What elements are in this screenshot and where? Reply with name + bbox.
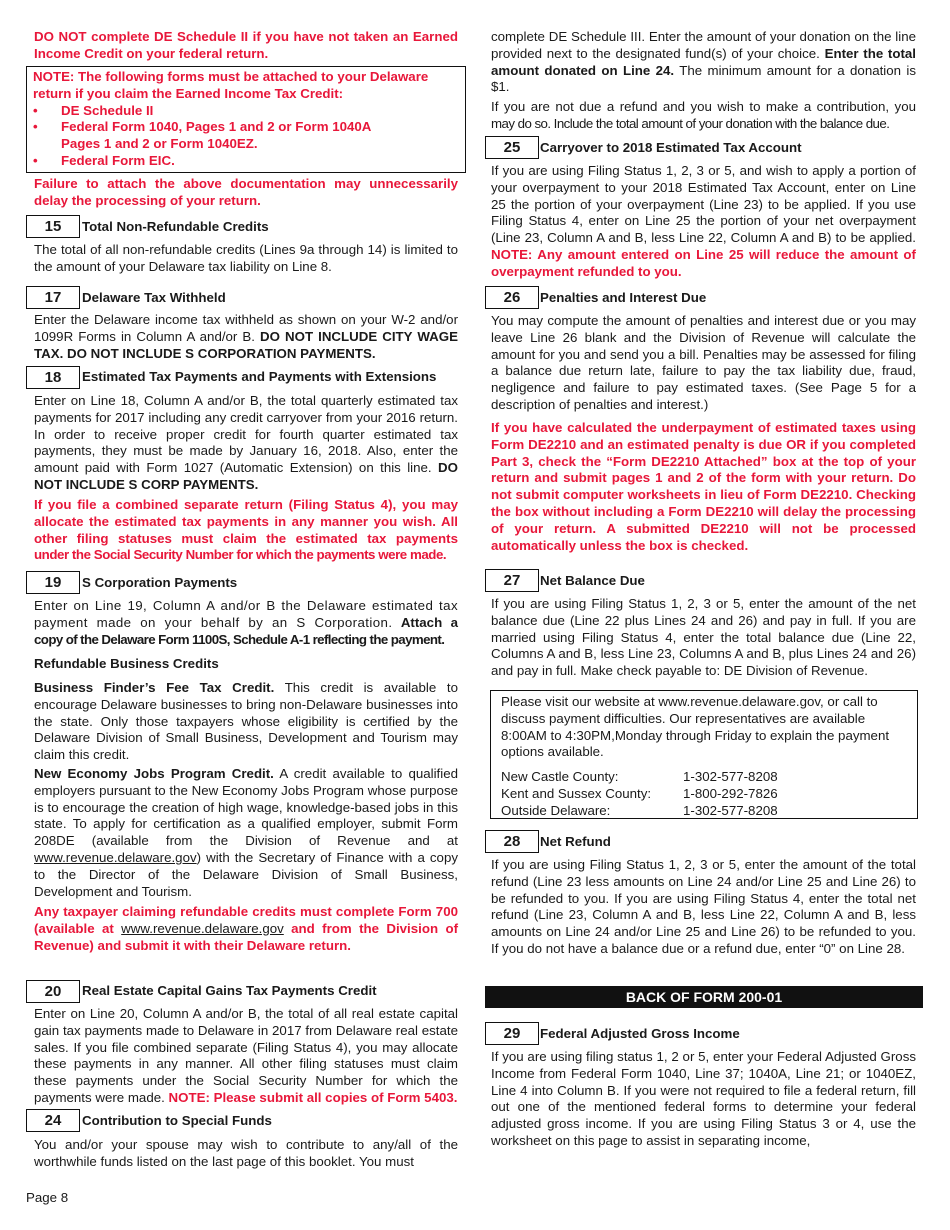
line-29-title: Federal Adjusted Gross Income bbox=[540, 1026, 740, 1041]
line-17-number: 17 bbox=[26, 286, 80, 309]
failure-warning: Failure to attach the above documentation may unnecessarily delay the processing of your return. bbox=[34, 176, 458, 208]
line-15-title: Total Non-Refundable Credits bbox=[82, 219, 269, 234]
line-20-body: Enter on Line 20, Column A and/or B, the total of all real estate capital gain tax payments made to Delaware in 2017 from Delaware real estate sales. If you file combined separate (Filing Status 4), you may allocate these payments in any manner. All other filing statuses must claim these payments under the Social Security Number for which the payments were made. NOTE: Please submit all copies of Form 5403. bbox=[34, 1006, 458, 1105]
contact-row: Kent and Sussex County: 1-800-292-7826 bbox=[501, 785, 778, 801]
line-18-red-note: If you file a combined separate return (Filing Status 4), you may allocate the estimated tax payments in any manner you wish. All other filing statuses must claim the estimated tax payments under the Social Security Number for which the payments were made. bbox=[34, 497, 458, 563]
line-24-continued: complete DE Schedule III. Enter the amount of your donation on the line provided next to the designated fund(s) of your choice. Enter the total amount donated on Line 24. The minimum amount for a donation is $1. bbox=[491, 29, 916, 95]
business-finders-fee-credit: Business Finder’s Fee Tax Credit. This credit is available to encourage Delaware businesses to bring non-Delaware businesses into the state. Only those taxpayers whose eligibility is certified by the Delaware Division of Small Business, Development and Tourism may claim this credit. bbox=[34, 680, 458, 763]
line-28-number: 28 bbox=[485, 830, 539, 853]
line-20-number: 20 bbox=[26, 980, 80, 1003]
eitc-note-box bbox=[26, 66, 466, 173]
line-25-title: Carryover to 2018 Estimated Tax Account bbox=[540, 140, 802, 155]
line-17-body: Enter the Delaware income tax withheld as shown on your W-2 and/or 1099R Forms in Column A and/or B. DO NOT INCLUDE CITY WAGE TAX. DO NOT INCLUDE S CORPORATION PAYMENTS. bbox=[34, 312, 458, 361]
line-26-title: Penalties and Interest Due bbox=[540, 290, 707, 305]
eitc-bullet-2: • Federal Form 1040, Pages 1 and 2 or Form 1040A Pages 1 and 2 or Form 1040EZ. bbox=[33, 119, 371, 152]
line-20-title: Real Estate Capital Gains Tax Payments Credit bbox=[82, 983, 377, 998]
line-27-number: 27 bbox=[485, 569, 539, 592]
line-24-title: Contribution to Special Funds bbox=[82, 1113, 272, 1128]
line-26-de2210-note: If you have calculated the underpayment of estimated taxes using Form DE2210 and an estimated penalty is due OR if you completed Part 3, check the “Form DE2210 Attached” box at the top of your return and submit pages 1 and 2 of the form with your return. Do not submit computer worksheets in lieu of Form DE2210. Checking the box without including a Form DE2210 will delay the processing of your return. A submitted DE2210 will not be processed automatically unless the box is checked. bbox=[491, 420, 916, 553]
back-of-form-banner: BACK OF FORM 200-01 bbox=[485, 986, 923, 1008]
line-19-body: Enter on Line 19, Column A and/or B the Delaware estimated tax payment made on your behalf by an S Corporation. Attach a copy of the Delaware Form 1100S, Schedule A-1 reflecting the payment. bbox=[34, 598, 458, 647]
line-24-number: 24 bbox=[26, 1109, 80, 1132]
line-24-body: You and/or your spouse may wish to contribute to any/all of the worthwhile funds listed on the last page of this booklet. You must bbox=[34, 1137, 458, 1169]
refundable-credits-note: Any taxpayer claiming refundable credits must complete Form 700 (available at www.revenue.delaware.gov and from the Division of Revenue) and submit it with their Delaware return. bbox=[34, 904, 458, 953]
line-19-title: S Corporation Payments bbox=[82, 575, 238, 590]
line-26-number: 26 bbox=[485, 286, 539, 309]
payment-contact-box bbox=[490, 690, 918, 819]
revenue-website-link[interactable]: www.revenue.delaware.gov bbox=[34, 849, 197, 865]
new-economy-jobs-credit: New Economy Jobs Program Credit. A credit available to qualified employers pursuant to the New Economy Jobs Program whose purpose is to encourage the creation of high wage, knowledge-based jobs in this state. To apply for certification as a qualified employer, submit Form 208DE (available from the Division of Revenue and at www.revenue.delaware.gov) with the Secretary of Finance with a copy to the Director of the Delaware Division of Small Business, Development and Tourism. bbox=[34, 766, 458, 899]
line-28-title: Net Refund bbox=[540, 834, 611, 849]
contact-row: Outside Delaware: 1-302-577-8208 bbox=[501, 802, 778, 818]
line-18-body: Enter on Line 18, Column A and/or B, the total quarterly estimated tax payments for 2017 including any credit carryover from your 2016 return. In order to receive proper credit for fourth quarter estimated tax payments, they must be made by January 16, 2018. Also, enter the amount paid with Form 1027 (Automatic Extension) on this line. DO NOT INCLUDE S CORP PAYMENTS. bbox=[34, 393, 458, 492]
eitc-bullet-3: • Federal Form EIC. bbox=[33, 152, 175, 168]
line-25-number: 25 bbox=[485, 136, 539, 159]
eitc-bullet-1: • DE Schedule II bbox=[33, 102, 154, 118]
line-24-contribution-note: If you are not due a refund and you wish to make a contribution, you may do so. Include the total amount of your donation with the balance due. bbox=[491, 99, 916, 131]
contact-text: Please visit our website at www.revenue.delaware.gov, or call to discuss payment difficulties. Our representatives are available 8:00AM to 4:30PM,Monday through Friday to explain the payment options available. bbox=[501, 694, 890, 760]
schedule-ii-warning: DO NOT complete DE Schedule II if you have not taken an Earned Income Credit on your federal return. bbox=[34, 29, 458, 61]
line-19-number: 19 bbox=[26, 571, 80, 594]
line-18-title: Estimated Tax Payments and Payments with Extensions bbox=[82, 369, 437, 384]
eitc-note-heading: NOTE: The following forms must be attached to your Delaware return if you claim the Earned Income Tax Credit: bbox=[33, 69, 429, 101]
line-29-number: 29 bbox=[485, 1022, 539, 1045]
line-27-title: Net Balance Due bbox=[540, 573, 645, 588]
line-15-number: 15 bbox=[26, 215, 80, 238]
page-number: Page 8 bbox=[26, 1190, 69, 1205]
refundable-credits-heading: Refundable Business Credits bbox=[34, 656, 219, 671]
line-15-body: The total of all non-refundable credits (Lines 9a through 14) is limited to the amount of your Delaware tax liability on Line 8. bbox=[34, 242, 458, 274]
contact-row: New Castle County: 1-302-577-8208 bbox=[501, 769, 778, 785]
line-29-body: If you are using filing status 1, 2 or 5, enter your Federal Adjusted Gross Income from Federal Form 1040, Line 37; 1040A, Line 21; or 1040EZ, Line 4 into Column B. If you were not required to file a federal return, fill out one of the mentioned federal forms to determine your federal adjusted gross income. If you are using Filing Status 3 or 4, use the worksheet on this page to assist in separating income, bbox=[491, 1049, 916, 1148]
line-17-title: Delaware Tax Withheld bbox=[82, 290, 226, 305]
form-700-link[interactable]: www.revenue.delaware.gov bbox=[121, 920, 284, 936]
line-26-body: You may compute the amount of penalties and interest due or you may leave Line 26 blank and the Division of Revenue will calculate the amount for you and send you a bill. Penalties may be assessed for filing a balance due return late, failure to pay the tax liability due, fraud, negligence and failure to pay estimated taxes. (See Page 5 for a description of penalties and interest.) bbox=[491, 313, 916, 412]
line-25-body: If you are using Filing Status 1, 2, 3 or 5, and wish to apply a portion of your overpayment to your 2018 Estimated Tax Account, enter on Line 25 the portion of your overpayment (Line 23) to be applied. If you use Filing Status 4, enter on Line 25 the portion of your net overpayment (Line 23, Column A and B, less Line 22, Column A and B) to be applied. NOTE: Any amount entered on Line 25 will reduce the amount of overpayment refunded to you. bbox=[491, 163, 916, 279]
line-18-number: 18 bbox=[26, 366, 80, 389]
line-27-body: If you are using Filing Status 1, 2, 3 or 5, enter the amount of the net balance due (Line 22 plus Lines 24 and 26) and pay in full. If you are married using Filing Status 4, enter the total balance due (Line 22, Columns A and B, less Line 23, Columns A and B, plus Lines 24 and 26) and pay in full. Make check payable to: DE Division of Revenue. bbox=[491, 596, 916, 679]
line-28-body: If you are using Filing Status 1, 2, 3 or 5, enter the amount of the total refund (Line 23 less amounts on Line 24 and/or Line 25 and Line 26) to be refunded to you. If you are using Filing Status 4, enter the total net refund (Line 23, Column A and B, less Line 22, Column A and B, less amounts on Line 24 and/or Line 25 and Line 26) to be refunded to you. If you do not have a balance due or a refund due, enter “0” on Line 28. bbox=[491, 857, 916, 956]
